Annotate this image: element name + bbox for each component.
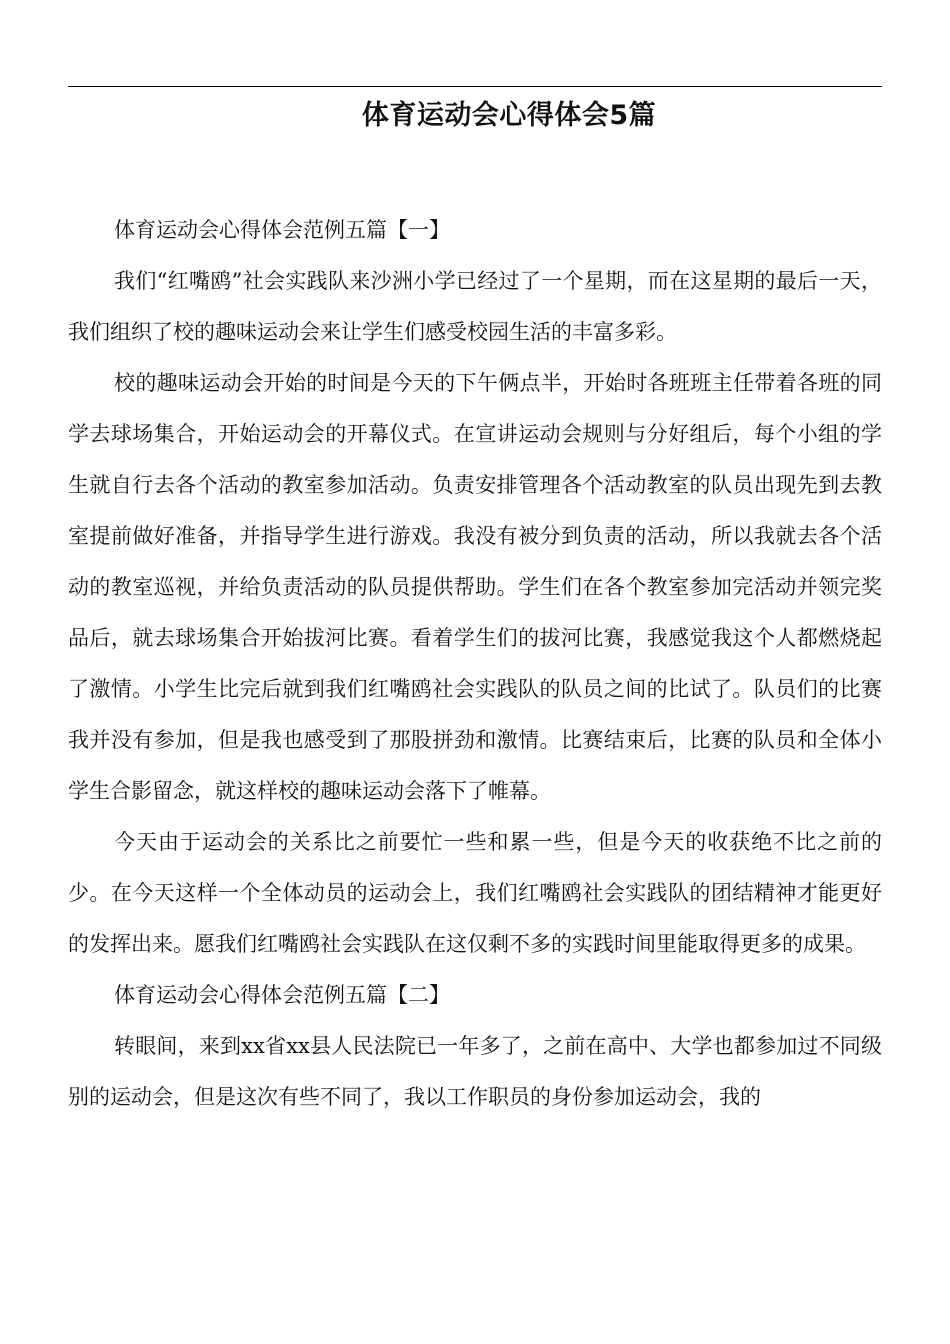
section-heading-1: 体育运动会心得体会范例五篇【一】 bbox=[114, 218, 450, 242]
paragraph: 今天由于运动会的关系比之前要忙一些和累一些，但是今天的收获绝不比之前的少。在今天这样一个全体动员的运动会上，我们红嘴鸥社会实践队的团结精神才能更好的发挥出来。愿我们红嘴鸥社会实践队在这仅剩不多的实践时间里能取得更多的成果。 bbox=[68, 830, 882, 956]
header-rule bbox=[68, 86, 882, 87]
section-heading-2: 体育运动会心得体会范例五篇【二】 bbox=[114, 983, 450, 1007]
paragraph: 我们“红嘴鸥”社会实践队来沙洲小学已经过了一个星期，而在这星期的最后一天，我们组织了校的趣味运动会来让学生们感受校园生活的丰富多彩。 bbox=[68, 269, 882, 344]
paragraph: 校的趣味运动会开始的时间是今天的下午俩点半，开始时各班班主任带着各班的同学去球场集合，开始运动会的开幕仪式。在宣讲运动会规则与分好组后，每个小组的学生就自行去各个活动的教室参加活动。负责安排管理各个活动教室的队员出现先到去教室提前做好准备，并指导学生进行游戏。我没有被分到负责的活动，所以我就去各个活动的教室巡视，并给负责活动的队员提供帮助。学生们在各个教室参加完活动并领完奖品后，就去球场集合开始拔河比赛。看着学生们的拔河比赛，我感觉我这个人都燃烧起了激情。小学生比完后就到我们红嘴鸥社会实践队的队员之间的比试了。队员们的比赛我并没有参加，但是我也感受到了那股拼劲和激情。比赛结束后，比赛的队员和全体小学生合影留念，就这样校的趣味运动会落下了帷幕。 bbox=[68, 371, 882, 803]
document-title: 体育运动会心得体会5篇 bbox=[361, 100, 657, 131]
document-body bbox=[68, 205, 882, 1123]
paragraph: 转眼间，来到xx省xx县人民法院已一年多了，之前在高中、大学也都参加过不同级别的运动会，但是这次有些不同了，我以工作职员的身份参加运动会，我的 bbox=[68, 1034, 882, 1109]
